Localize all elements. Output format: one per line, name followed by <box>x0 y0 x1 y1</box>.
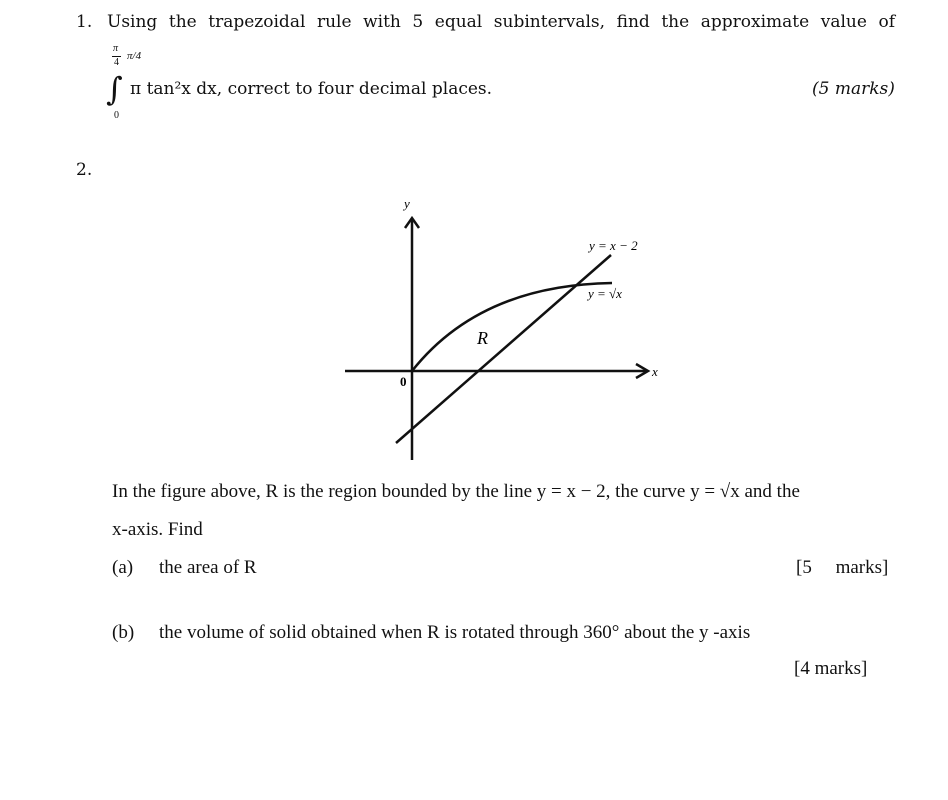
q2a-text: the area of R <box>159 557 257 578</box>
q1-rest: , correct to four decimal places. <box>216 79 493 99</box>
q1-upper-limit: π/4 <box>127 50 142 62</box>
region-label: R <box>477 328 488 348</box>
q2a-label: (a) <box>112 557 134 578</box>
q2b-text: the volume of solid obtained when R is rotated through 360° about the y -axis <box>159 622 751 643</box>
line-label: y = x − 2 <box>589 238 638 253</box>
q2-intro-line1: In the figure above, R is the region bounded by the line y = x − 2, the curve y = √x and the <box>112 481 800 502</box>
curve-label: y = √x <box>588 286 622 301</box>
curve-y-sqrt-x <box>412 283 612 371</box>
q2-intro-line2: x-axis. Find <box>112 519 203 540</box>
q1-lower-limit: 0 <box>114 110 119 121</box>
q2b-label: (b) <box>112 622 135 643</box>
q2b-marks: [4 marks] <box>794 658 868 679</box>
q1-text: Using the trapezoidal rule with 5 equal subintervals, find the approximate value of <box>107 12 895 32</box>
line-y-x-minus-2 <box>396 255 611 443</box>
integral-sign-icon: ∫ <box>106 70 123 108</box>
y-axis-label: y <box>404 196 410 211</box>
q1-upper-den: 4 <box>114 57 119 68</box>
origin-label: 0 <box>400 374 407 389</box>
q2a-marks: [5 marks] <box>796 557 889 578</box>
q1-marks: (5 marks) <box>812 79 895 99</box>
q2-number: 2. <box>76 160 93 180</box>
q1-upper-num: π <box>113 43 119 54</box>
q1-integrand: π tan²x dx <box>130 79 217 99</box>
x-axis-label: x <box>652 364 658 379</box>
q1-number: 1. <box>76 12 93 32</box>
